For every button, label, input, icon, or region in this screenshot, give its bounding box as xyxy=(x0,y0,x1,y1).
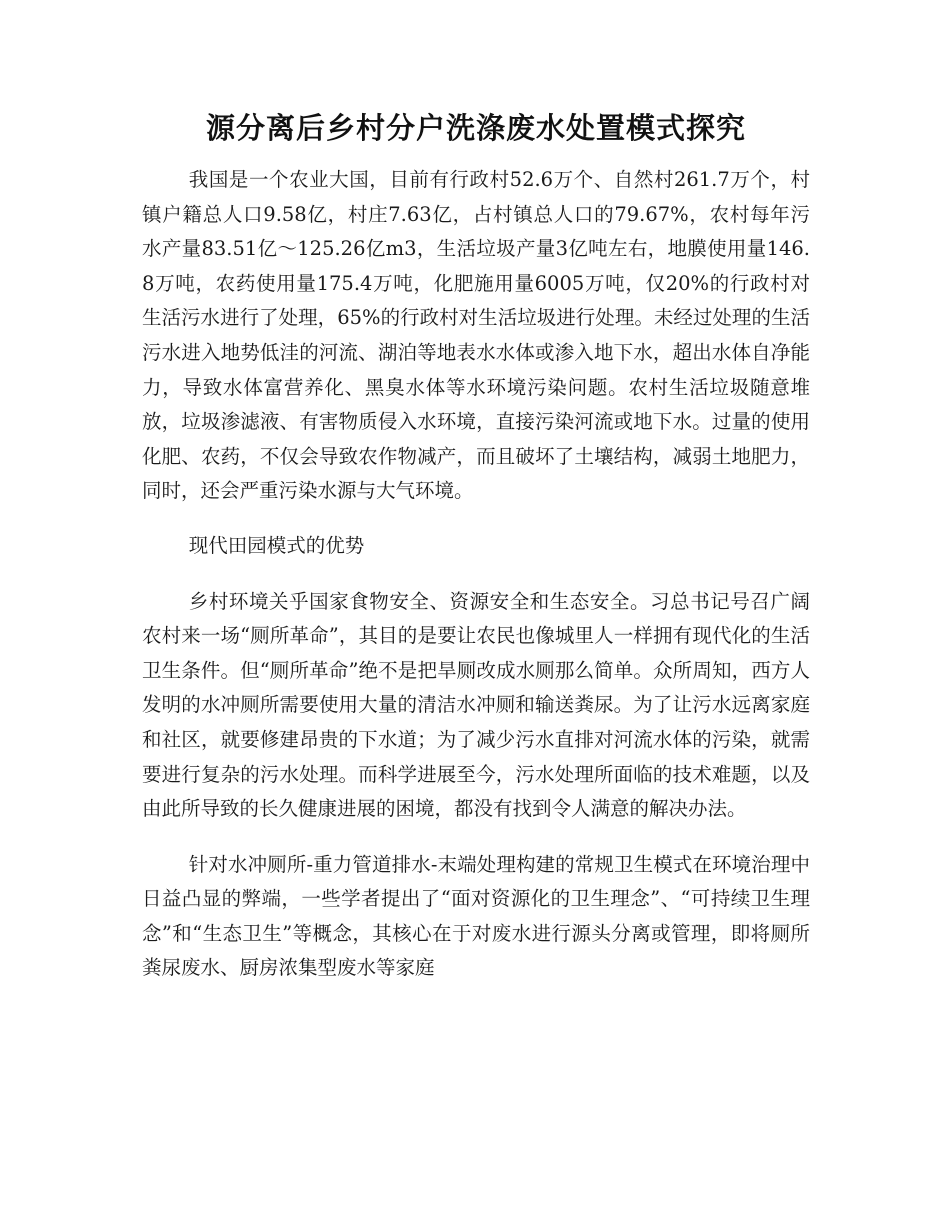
document-title: 源分离后乡村分户洗涤废水处置模式探究 xyxy=(205,111,746,145)
section-heading: 现代田园模式的优势 xyxy=(188,533,365,557)
document-page xyxy=(142,108,810,986)
paragraph-toilet-revolution: 乡村环境关乎国家食物安全、资源安全和生态安全。习总书记号召广阔农村来一场“厕所革命”，其目的是要让农民也像城里人一样拥有现代化的生活卫生条件。但“厕所革命”绝不是把旱厕改成水厕那么简单。众所周知，西方人发明的水冲厕所需要使用大量的清洁水冲厕和输送粪尿。为了让污水远离家庭和社区，就要修建昂贵的下水道；为了减少污水直排对河流水体的污染，就需要进行复杂的污水处理。而科学进展至今，污水处理所面临的技术难题，以及由此所导致的长久健康进展的困境，都没有找到令人满意的解决办法。 xyxy=(142,589,810,821)
paragraph-intro: 我国是一个农业大国，目前有行政村52.6万个、自然村261.7万个，村镇户籍总人口9.58亿，村庄7.63亿，占村镇总人口的79.67%，农村每年污水产量83.51亿～125.26亿m3，生活垃圾产量3亿吨左右，地膜使用量146.8万吨，农药使用量175.4万吨，化肥施用量6005万吨，仅20%的行政村对生活污水进行了处理，65%的行政村对生活垃圾进行处理。未经过处理的生活污水进入地势低洼的河流、湖泊等地表水水体或渗入地下水，超出水体自净能力，导致水体富营养化、黑臭水体等水环境污染问题。农村生活垃圾随意堆放，垃圾渗滤液、有害物质侵入水环境，直接污染河流或地下水。过量的使用化肥、农药，不仅会导致农作物减产，而且破坏了土壤结构，减弱土地肥力，同时，还会严重污染水源与大气环境。 xyxy=(142,168,810,503)
paragraph-source-separation: 针对水冲厕所-重力管道排水-末端处理构建的常规卫生模式在环境治理中日益凸显的弊端，一些学者提出了“面对资源化的卫生理念”、“可持续卫生理念”和“生态卫生”等概念，其核心在于对废水进行源头分离或管理，即将厕所粪尿废水、厨房浓集型废水等家庭 xyxy=(142,852,810,980)
